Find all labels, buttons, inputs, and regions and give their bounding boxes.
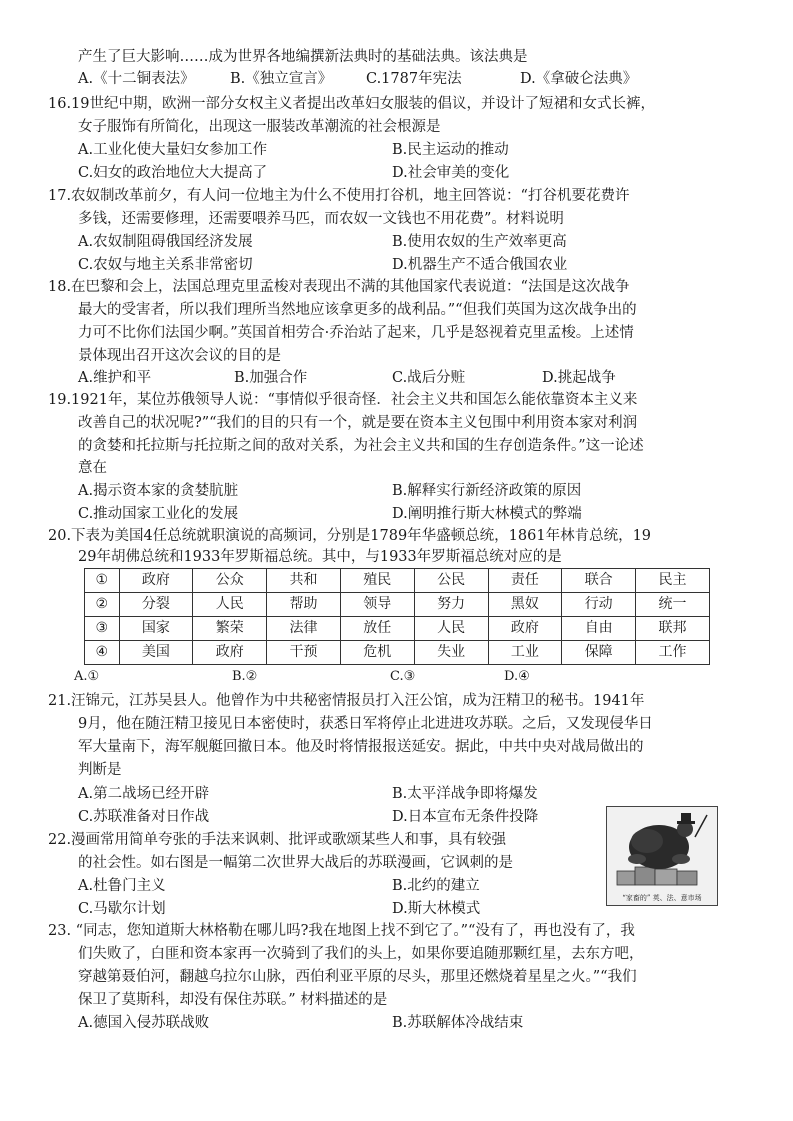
q23-stem-line-3: 穿越第聂伯河，翻越乌拉尔山脉，西伯利亚平原的尽头，那里还燃烧着星星之火。”“我们 xyxy=(78,969,637,985)
q16-option-b: B.民主运动的推动 xyxy=(392,142,509,158)
q21-stem-line-2: 9月，他在随汪精卫接见日本密使时，获悉日军将停止北进进攻苏联。之后，又发现侵华日 xyxy=(78,716,653,732)
q20-option-c: C.③ xyxy=(390,669,416,684)
table-cell: ③ xyxy=(85,617,120,641)
q23-stem-line-1: 23. “同志，您知道斯大林格勒在哪儿吗?我在地图上找不到它了。”“没有了，再也没有了，我 xyxy=(48,923,635,939)
inaugural-word-table xyxy=(84,568,710,665)
table-cell: 国家 xyxy=(119,617,193,641)
soviet-cartoon-image xyxy=(606,806,718,906)
q18-stem-line-3: 力可不比你们法国少啊。”英国首相劳合·乔治站了起来，几乎是怒视着克里孟梭。上述情 xyxy=(78,325,634,341)
q19-stem-line-1: 19.1921年，某位苏俄领导人说：“事情似乎很奇怪．社会主义共和国怎么能依靠资本主义来 xyxy=(48,392,638,408)
q15-option-b: B.《独立宣言》 xyxy=(230,71,333,87)
q19-option-a: A.揭示资本家的贪婪肮脏 xyxy=(78,483,239,499)
q16-option-a: A.工业化使大量妇女参加工作 xyxy=(78,142,268,158)
q18-option-c: C.战后分赃 xyxy=(392,370,466,386)
q21-option-b: B.太平洋战争即将爆发 xyxy=(392,786,538,802)
q20-option-b: B.② xyxy=(232,669,258,684)
table-cell: 自由 xyxy=(562,617,636,641)
cartoon-caption: “家畜的” 英、法、意市场 xyxy=(622,894,702,902)
q16-option-d: D.社会审美的变化 xyxy=(392,165,510,181)
table-cell: 统一 xyxy=(636,593,710,617)
table-cell: ① xyxy=(85,569,120,593)
q21-stem-line-3: 军大量南下，海军舰艇回撤日本。他及时将情报报送延安。据此，中共中央对战局做出的 xyxy=(78,739,644,755)
q21-stem-line-1: 21.汪锦元，江苏吴县人。他曾作为中共秘密情报员打入汪公馆，成为汪精卫的秘书。1941年 xyxy=(48,693,645,709)
table-cell: 工作 xyxy=(636,641,710,665)
q18-option-a: A.维护和平 xyxy=(78,370,152,386)
q22-option-b: B.北约的建立 xyxy=(392,878,480,894)
q22-option-a: A.杜鲁门主义 xyxy=(78,878,166,894)
q22-stem-line-2: 的社会性。如右图是一幅第二次世界大战后的苏联漫画，它讽刺的是 xyxy=(78,855,513,871)
table-cell: 保障 xyxy=(562,641,636,665)
q21-option-d: D.日本宣布无条件投降 xyxy=(392,809,539,825)
table-cell: 干预 xyxy=(267,641,341,665)
q19-stem-line-2: 改善自己的状况呢?”“我们的目的只有一个，就是要在资本主义包围中利用资本家对利润 xyxy=(78,415,638,431)
table-cell: 政府 xyxy=(119,569,193,593)
q15-option-c: C.1787年宪法 xyxy=(366,71,462,87)
q17-option-a: A.农奴制阻碍俄国经济发展 xyxy=(78,234,253,250)
table-cell: 人民 xyxy=(414,617,488,641)
q18-stem-line-4: 景体现出召开这次会议的目的是 xyxy=(78,348,281,364)
q16-option-c: C.妇女的政治地位大大提高了 xyxy=(78,165,268,181)
table-cell: 危机 xyxy=(340,641,414,665)
q18-stem-line-2: 最大的受害者，所以我们理所当然地应该拿更多的战利品。”“但我们英国为这次战争出的 xyxy=(78,302,637,318)
q20-stem-line-2: 29年胡佛总统和1933年罗斯福总统。其中，与1933年罗斯福总统对应的是 xyxy=(78,549,562,565)
table-cell: 共和 xyxy=(267,569,341,593)
q23-stem-line-2: 们失败了，白匪和资本家再一次骑到了我们的头上，如果你要追随那颗红星，去东方吧， xyxy=(78,946,644,962)
q15-option-a: A.《十二铜表法》 xyxy=(78,71,195,87)
q16-stem-line-2: 女子服饰有所简化，出现这一服装改革潮流的社会根源是 xyxy=(78,119,441,135)
q18-option-d: D.挑起战争 xyxy=(542,370,616,386)
q19-option-d: D.阐明推行斯大林模式的弊端 xyxy=(392,506,582,522)
q15-option-d: D.《拿破仑法典》 xyxy=(520,71,638,87)
table-row xyxy=(85,641,710,665)
q23-option-b: B.苏联解体冷战结束 xyxy=(392,1015,524,1031)
q17-option-b: B.使用农奴的生产效率更高 xyxy=(392,234,567,250)
q19-option-b: B.解释实行新经济政策的原因 xyxy=(392,483,582,499)
table-cell: 黑奴 xyxy=(488,593,562,617)
table-cell: 联合 xyxy=(562,569,636,593)
q19-option-c: C.推动国家工业化的发展 xyxy=(78,506,239,522)
table-cell: 政府 xyxy=(193,641,267,665)
table-row xyxy=(85,593,710,617)
table-cell: 繁荣 xyxy=(193,617,267,641)
table-cell: 失业 xyxy=(414,641,488,665)
table-row xyxy=(85,569,710,593)
q17-stem-line-1: 17.农奴制改革前夕，有人问一位地主为什么不使用打谷机，地主回答说：“打谷机要花费许 xyxy=(48,188,630,204)
q20-option-d: D.④ xyxy=(504,669,530,684)
table-cell: ② xyxy=(85,593,120,617)
q18-stem-line-1: 18.在巴黎和会上，法国总理克里孟梭对表现出不满的其他国家代表说道：“法国是这次战争 xyxy=(48,279,630,295)
q17-option-d: D.机器生产不适合俄国农业 xyxy=(392,257,568,273)
table-cell: ④ xyxy=(85,641,120,665)
q20-option-a: A.① xyxy=(74,669,100,684)
table-cell: 美国 xyxy=(119,641,193,665)
table-cell: 帮助 xyxy=(267,593,341,617)
table-cell: 联邦 xyxy=(636,617,710,641)
q19-stem-line-3: 的贪婪和托拉斯与托拉斯之间的敌对关系，为社会主义共和国的生存创造条件。”这一论述 xyxy=(78,438,644,454)
table-cell: 公民 xyxy=(414,569,488,593)
q16-stem-line-1: 16.19世纪中期，欧洲一部分女权主义者提出改革妇女服装的倡议，并设计了短裙和女式长裤， xyxy=(48,96,656,112)
q21-stem-line-4: 判断是 xyxy=(78,762,122,778)
q22-stem-line-1: 22.漫画常用简单夸张的手法来讽刺、批评或歌颂某些人和事，具有较强 xyxy=(48,832,507,848)
q21-option-a: A.第二战场已经开辟 xyxy=(78,786,210,802)
table-cell: 法律 xyxy=(267,617,341,641)
q23-option-a: A.德国入侵苏联战败 xyxy=(78,1015,210,1031)
table-cell: 政府 xyxy=(488,617,562,641)
q22-option-c: C.马歇尔计划 xyxy=(78,901,166,917)
table-cell: 努力 xyxy=(414,593,488,617)
table-cell: 人民 xyxy=(193,593,267,617)
table-row xyxy=(85,617,710,641)
table-cell: 责任 xyxy=(488,569,562,593)
table-cell: 放任 xyxy=(340,617,414,641)
table-cell: 民主 xyxy=(636,569,710,593)
q19-stem-line-4: 意在 xyxy=(78,460,107,476)
table-cell: 领导 xyxy=(340,593,414,617)
q17-option-c: C.农奴与地主关系非常密切 xyxy=(78,257,253,273)
q23-stem-line-4: 保卫了莫斯科，却没有保住苏联。” 材料描述的是 xyxy=(78,992,388,1008)
table-cell: 工业 xyxy=(488,641,562,665)
table-cell: 行动 xyxy=(562,593,636,617)
cartoon-drawing xyxy=(607,807,717,905)
q18-option-b: B.加强合作 xyxy=(234,370,308,386)
table-cell: 公众 xyxy=(193,569,267,593)
q17-stem-line-2: 多钱，还需要修理，还需要喂养马匹，而农奴一文钱也不用花费”。材料说明 xyxy=(78,211,564,227)
table-cell: 分裂 xyxy=(119,593,193,617)
q15-stem: 产生了巨大影响……成为世界各地编撰新法典时的基础法典。该法典是 xyxy=(78,49,528,65)
q20-stem-line-1: 20.下表为美国4任总统就职演说的高频词，分别是1789年华盛顿总统，1861年林肯总统，19 xyxy=(48,528,652,544)
q22-option-d: D.斯大林模式 xyxy=(392,901,481,917)
q21-option-c: C.苏联准备对日作战 xyxy=(78,809,210,825)
table-cell: 殖民 xyxy=(340,569,414,593)
